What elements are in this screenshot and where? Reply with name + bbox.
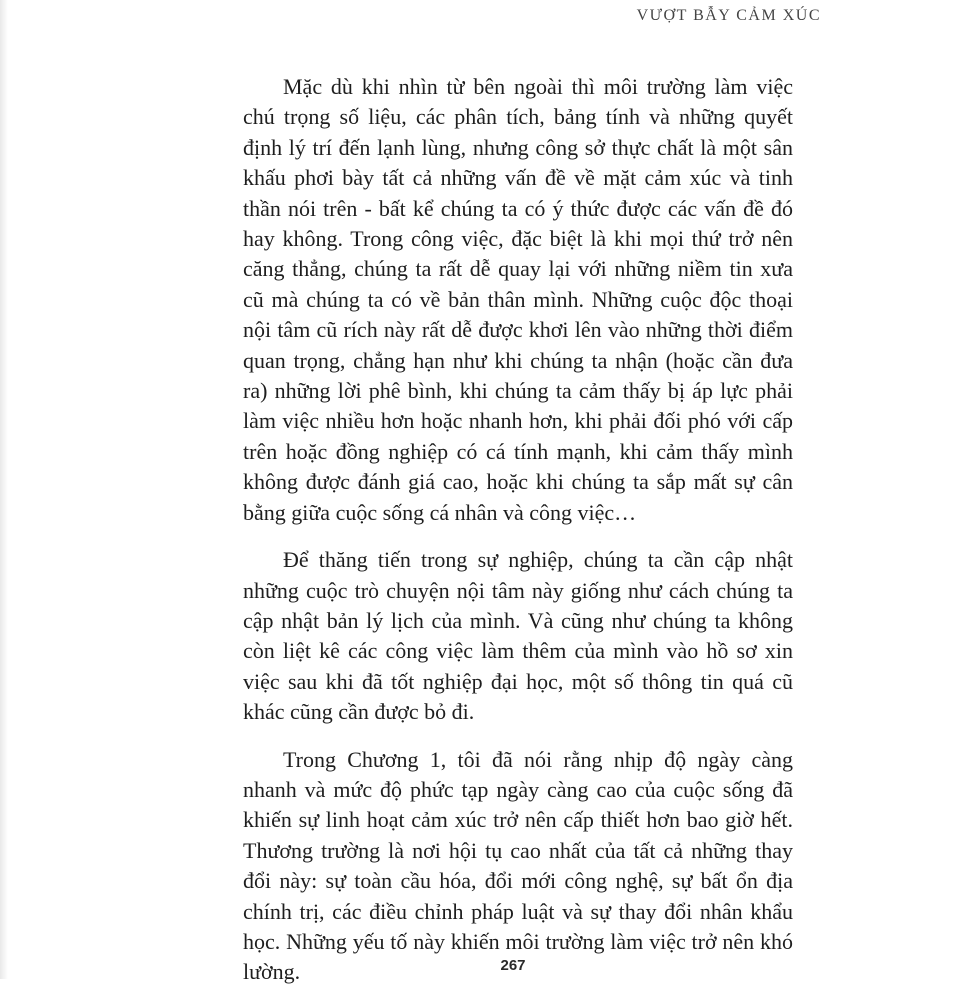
page-number: 267 bbox=[500, 957, 526, 974]
paragraph-3: Trong Chương 1, tôi đã nói rằng nhịp độ ngày càng nhanh và mức độ phức tạp ngày càng cao của cuộc sống đã khiến sự linh hoạt cảm xúc trở nên cấp thiết hơn bao giờ hết. Thương trường là nơi hội tụ cao nhất của tất cả những thay đổi này: sự toàn cầu hóa, đổi mới công nghệ, sự bất ổn địa chính trị, các điều chỉnh pháp luật và sự thay đổi nhân khẩu học. Những yếu tố này khiến môi trường làm việc trở nên khó lường. bbox=[243, 746, 793, 985]
running-header: VƯỢT BẪY CẢM XÚC bbox=[636, 7, 821, 24]
body-text bbox=[243, 72, 793, 988]
paragraph-2: Để thăng tiến trong sự nghiệp, chúng ta cần cập nhật những cuộc trò chuyện nội tâm này giống như cách chúng ta cập nhật bản lý lịch của mình. Và cũng như chúng ta không còn liệt kê các công việc làm thêm của mình vào hồ sơ xin việc sau khi đã tốt nghiệp đại học, một số thông tin quá cũ khác cũng cần được bỏ đi. bbox=[243, 547, 793, 725]
page-gutter-shadow bbox=[0, 0, 8, 979]
paragraph-1: Mặc dù khi nhìn từ bên ngoài thì môi trường làm việc chú trọng số liệu, các phân tích, bảng tính và những quyết định lý trí đến lạnh lùng, nhưng công sở thực chất là một sân khấu phơi bày tất cả những vấn đề về mặt cảm xúc và tinh thần nói trên - bất kể chúng ta có ý thức được các vấn đề đó hay không. Trong công việc, đặc biệt là khi mọi thứ trở nên căng thẳng, chúng ta rất dễ quay lại với những niềm tin xưa cũ mà chúng ta có về bản thân mình. Những cuộc độc thoại nội tâm cũ rích này rất dễ được khơi lên vào những thời điểm quan trọng, chẳng hạn như khi chúng ta nhận (hoặc cần đưa ra) những lời phê bình, khi chúng ta cảm thấy bị áp lực phải làm việc nhiều hơn hoặc nhanh hơn, khi phải đối phó với cấp trên hoặc đồng nghiệp có cá tính mạnh, khi cảm thấy mình không được đánh giá cao, hoặc khi chúng ta sắp mất sự cân bằng giữa cuộc sống cá nhân và công việc… bbox=[243, 74, 793, 525]
